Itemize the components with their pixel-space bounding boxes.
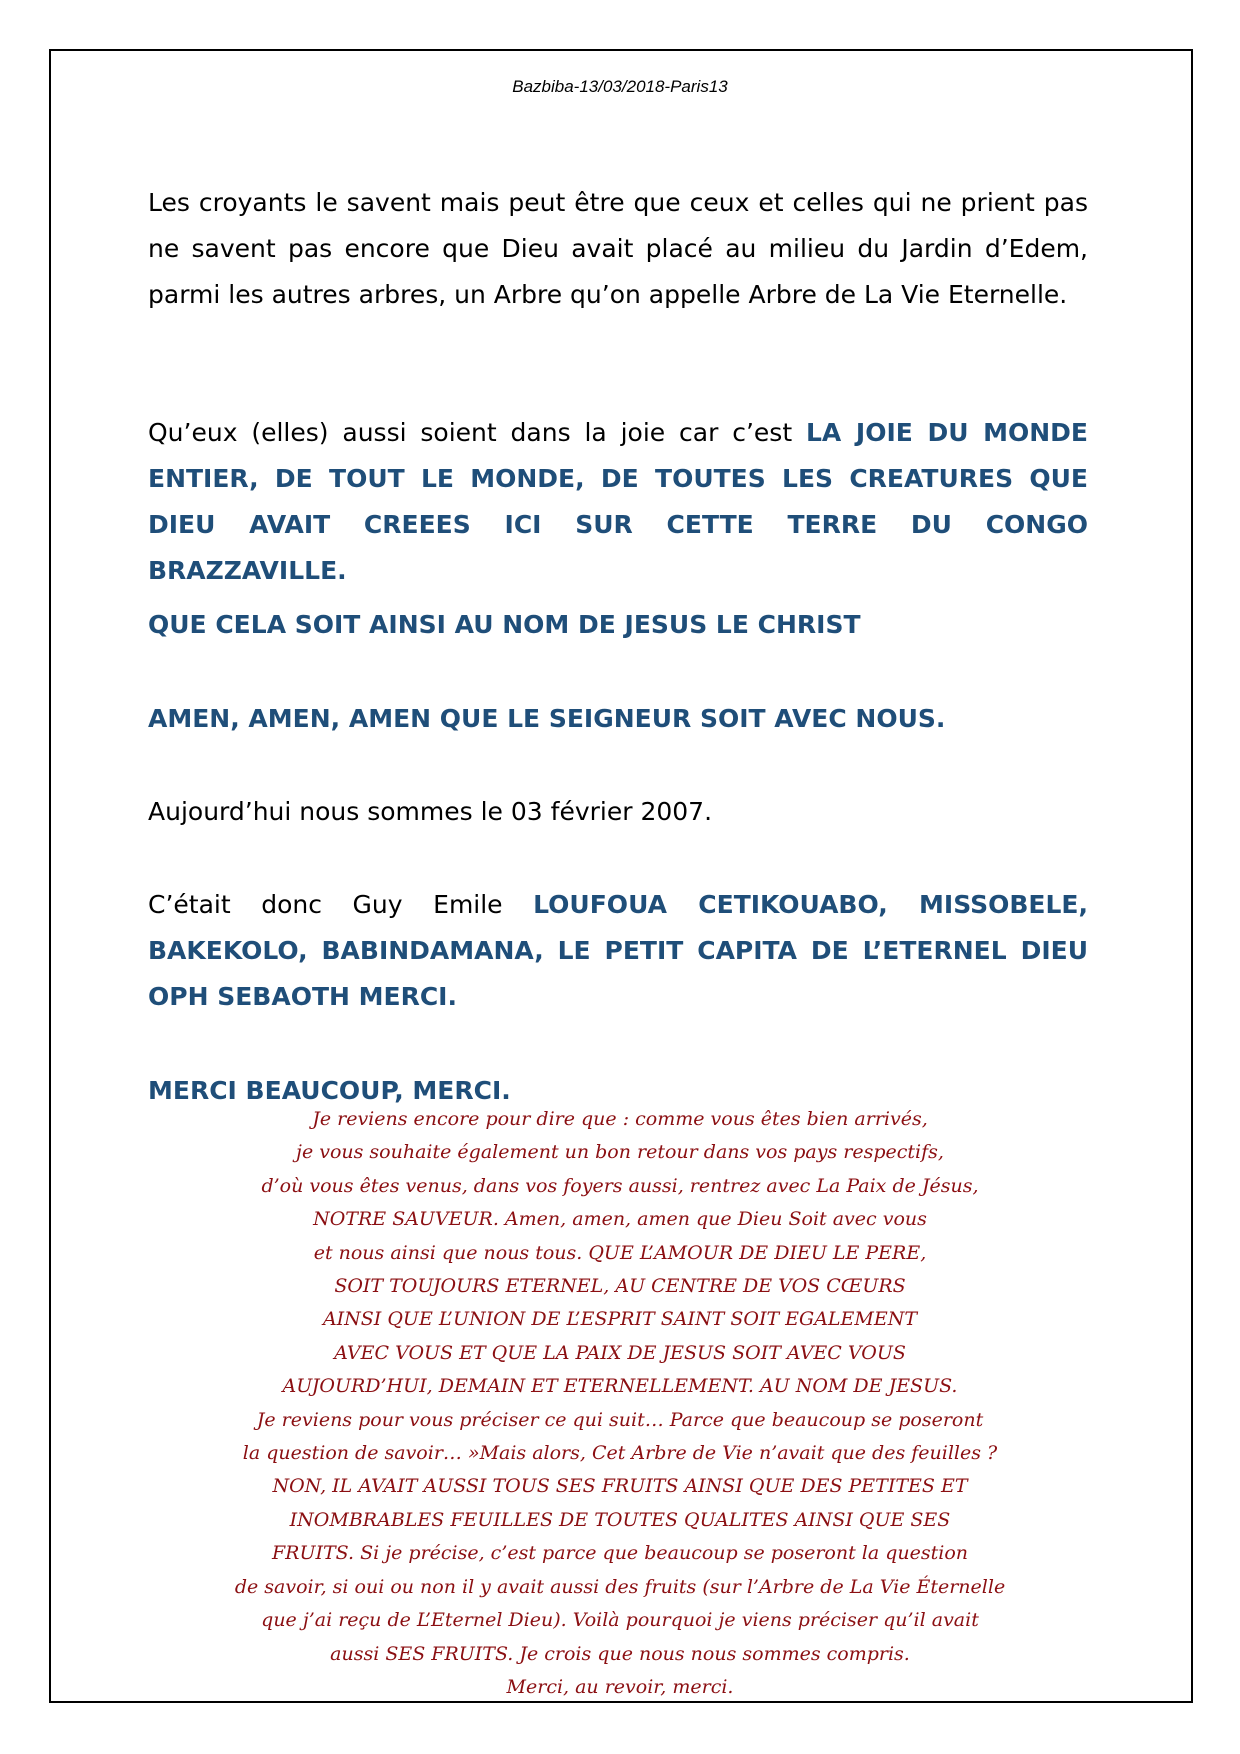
closing-message-line: de savoir, si oui ou non il y avait aussi des fruits (sur l’Arbre de La Vie Éternelle (234, 1575, 1006, 1598)
closing-message-line: et nous ainsi que nous tous. QUE L’AMOUR DE DIEU LE PERE, (313, 1241, 927, 1264)
paragraph-tree-of-life (148, 180, 1088, 318)
paragraph-text: Les croyants le savent mais peut être que ceux et celles qui ne prient pas ne savent pas encore que Dieu avait placé au milieu du Jardin d’Edem, parmi les autres arbres, un Arbre qu’on appelle Arbre de La Vie Eternelle. (148, 188, 1088, 309)
paragraph-joy (148, 410, 1088, 594)
paragraph-in-jesus-name (148, 602, 1088, 648)
paragraph-amen (148, 696, 1088, 742)
closing-message-line: NON, IL AVAIT AUSSI TOUS SES FRUITS AINSI QUE DES PETITES ET (272, 1475, 968, 1498)
closing-message-line: AINSI QUE L’UNION DE L’ESPRIT SAINT SOIT EGALEMENT (322, 1308, 918, 1331)
paragraph-bold-text: QUE CELA SOIT AINSI AU NOM DE JESUS LE CHRIST (148, 610, 861, 639)
closing-message-line: NOTRE SAUVEUR. Amen, amen, amen que Dieu Soit avec vous (313, 1208, 927, 1231)
paragraph-signature (148, 882, 1088, 1020)
paragraph-date (148, 789, 1088, 835)
paragraph-bold-text: LA JOIE DU MONDE ENTIER, DE TOUT LE MONDE, DE TOUTES LES CREATURES QUE DIEU AVAIT CREEES ICI SUR CETTE TERRE DU CONGO BRAZZAVILLE. (148, 418, 1088, 585)
paragraph-bold-text: MERCI BEAUCOUP, MERCI. (148, 1076, 511, 1105)
paragraph-bold-text: LOUFOUA CETIKOUABO, MISSOBELE, BAKEKOLO, BABINDAMANA, LE PETIT CAPITA DE L’ETERNEL DIEU OPH SEBAOTH MERCI. (148, 890, 1088, 1011)
closing-message-line: d’où vous êtes venus, dans vos foyers aussi, rentrez avec La Paix de Jésus, (261, 1174, 979, 1197)
closing-message-line: FRUITS. Si je précise, c’est parce que beaucoup se poseront la question (272, 1542, 968, 1565)
paragraph-text: Aujourd’hui nous sommes le 03 février 2007. (148, 797, 713, 826)
page-header: Bazbiba-13/03/2018-Paris13 (512, 77, 728, 96)
closing-message-line: aussi SES FRUITS. Je crois que nous nous sommes compris. (330, 1642, 910, 1665)
closing-message-line: AVEC VOUS ET QUE LA PAIX DE JESUS SOIT AVEC VOUS (334, 1341, 906, 1364)
closing-message-line: INOMBRABLES FEUILLES DE TOUTES QUALITES AINSI QUE SES (289, 1508, 951, 1531)
closing-message (120, 1103, 1120, 1704)
closing-message-line: la question de savoir… »Mais alors, Cet Arbre de Vie n’avait que des feuilles ? (242, 1442, 998, 1465)
closing-message-line: Je reviens encore pour dire que : comme vous êtes bien arrivés, (312, 1108, 928, 1130)
closing-message-line: SOIT TOUJOURS ETERNEL, AU CENTRE DE VOS CŒURS (334, 1275, 906, 1298)
closing-message-line: AUJOURD’HUI, DEMAIN ET ETERNELLEMENT. AU NOM DE JESUS. (282, 1375, 958, 1398)
paragraph-text: Qu’eux (elles) aussi soient dans la joie car c’est (148, 418, 806, 447)
closing-message-line: Merci, au revoir, merci. (506, 1675, 734, 1698)
closing-message-line: Je reviens pour vous préciser ce qui suit… Parce que beaucoup se poseront (256, 1408, 984, 1431)
paragraph-bold-text: AMEN, AMEN, AMEN QUE LE SEIGNEUR SOIT AVEC NOUS. (148, 704, 946, 733)
closing-message-line: que j’ai reçu de L’Eternel Dieu). Voilà pourquoi je viens préciser qu’il avait (261, 1609, 979, 1632)
closing-message-line: je vous souhaite également un bon retour dans vos pays respectifs, (296, 1141, 944, 1164)
paragraph-text: C’était donc Guy Emile (148, 890, 534, 919)
